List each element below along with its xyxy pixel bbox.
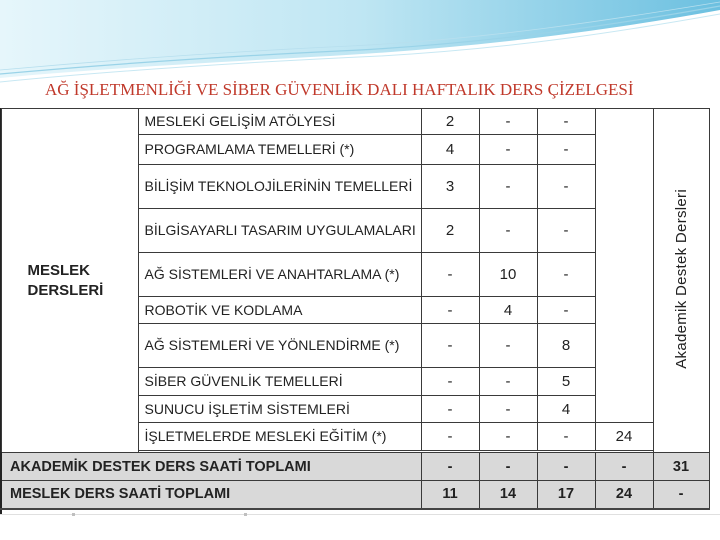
total-cell: - <box>537 453 595 481</box>
hours-cell: - <box>537 165 595 209</box>
vertical-label-cell <box>653 109 709 453</box>
course-name: SİBER GÜVENLİK TEMELLERİ <box>138 368 421 396</box>
vertical-label: Akademik Destek Dersleri <box>672 188 690 369</box>
total-cell: - <box>653 481 709 509</box>
empty-column-cell <box>595 109 653 423</box>
hours-cell: - <box>479 165 537 209</box>
hours-cell: - <box>479 396 537 423</box>
hours-cell: 3 <box>421 165 479 209</box>
course-name: MESLEKİ GELİŞİM ATÖLYESİ <box>138 109 421 135</box>
group-label: MESLEK DERSLERİ <box>27 261 104 299</box>
total-cell: 31 <box>653 453 709 481</box>
total-row <box>1 481 709 509</box>
course-name: BİLGİSAYARLI TASARIM UYGULAMALARI <box>138 209 421 253</box>
total-cell: 17 <box>537 481 595 509</box>
total-cell: - <box>479 453 537 481</box>
hours-cell: - <box>421 368 479 396</box>
total-cell: 11 <box>421 481 479 509</box>
total-row <box>1 453 709 481</box>
hours-cell: 2 <box>421 209 479 253</box>
footer-rule <box>0 514 720 515</box>
hours-cell: - <box>479 109 537 135</box>
hours-cell: - <box>421 253 479 297</box>
hours-cell: 5 <box>537 368 595 396</box>
footer-dot <box>244 513 247 516</box>
course-name: BİLİŞİM TEKNOLOJİLERİNİN TEMELLERİ <box>138 165 421 209</box>
group-label-cell <box>1 109 138 453</box>
table-row <box>1 109 709 135</box>
hours-cell: 4 <box>421 135 479 165</box>
hours-cell: 2 <box>421 109 479 135</box>
hours-cell: - <box>479 135 537 165</box>
hours-cell: 10 <box>479 253 537 297</box>
hours-cell: - <box>537 297 595 324</box>
course-name: İŞLETMELERDE MESLEKİ EĞİTİM (*) <box>138 423 421 451</box>
slide-title: AĞ İŞLETMENLİĞİ VE SİBER GÜVENLİK DALI HAFTALIK DERS ÇİZELGESİ <box>45 80 634 99</box>
hours-cell: - <box>421 324 479 368</box>
course-name: ROBOTİK VE KODLAMA <box>138 297 421 324</box>
course-name: SUNUCU İŞLETİM SİSTEMLERİ <box>138 396 421 423</box>
hours-cell: - <box>479 324 537 368</box>
course-name: PROGRAMLAMA TEMELLERİ (*) <box>138 135 421 165</box>
hours-cell: 8 <box>537 324 595 368</box>
hours-cell: - <box>479 423 537 451</box>
hours-cell: - <box>537 423 595 451</box>
total-label: AKADEMİK DESTEK DERS SAATİ TOPLAMI <box>1 453 421 481</box>
hours-cell: - <box>537 209 595 253</box>
hours-cell: 4 <box>479 297 537 324</box>
hours-cell: - <box>421 396 479 423</box>
total-label: MESLEK DERS SAATİ TOPLAMI <box>1 481 421 509</box>
total-cell: 24 <box>595 481 653 509</box>
hours-cell: - <box>537 253 595 297</box>
hours-cell: - <box>479 368 537 396</box>
course-name: AĞ SİSTEMLERİ VE ANAHTARLAMA (*) <box>138 253 421 297</box>
hours-cell: - <box>479 209 537 253</box>
total-cell: - <box>421 453 479 481</box>
hours-cell: - <box>537 109 595 135</box>
schedule-table-container <box>0 108 720 514</box>
hours-cell: - <box>421 423 479 451</box>
course-name: AĞ SİSTEMLERİ VE YÖNLENDİRME (*) <box>138 324 421 368</box>
total-cell: 14 <box>479 481 537 509</box>
hours-cell: - <box>537 135 595 165</box>
total-cell: - <box>595 453 653 481</box>
hours-cell: - <box>421 297 479 324</box>
footer-dot <box>72 513 75 516</box>
hours-cell: 24 <box>595 423 653 451</box>
hours-cell: 4 <box>537 396 595 423</box>
schedule-table <box>0 108 710 510</box>
